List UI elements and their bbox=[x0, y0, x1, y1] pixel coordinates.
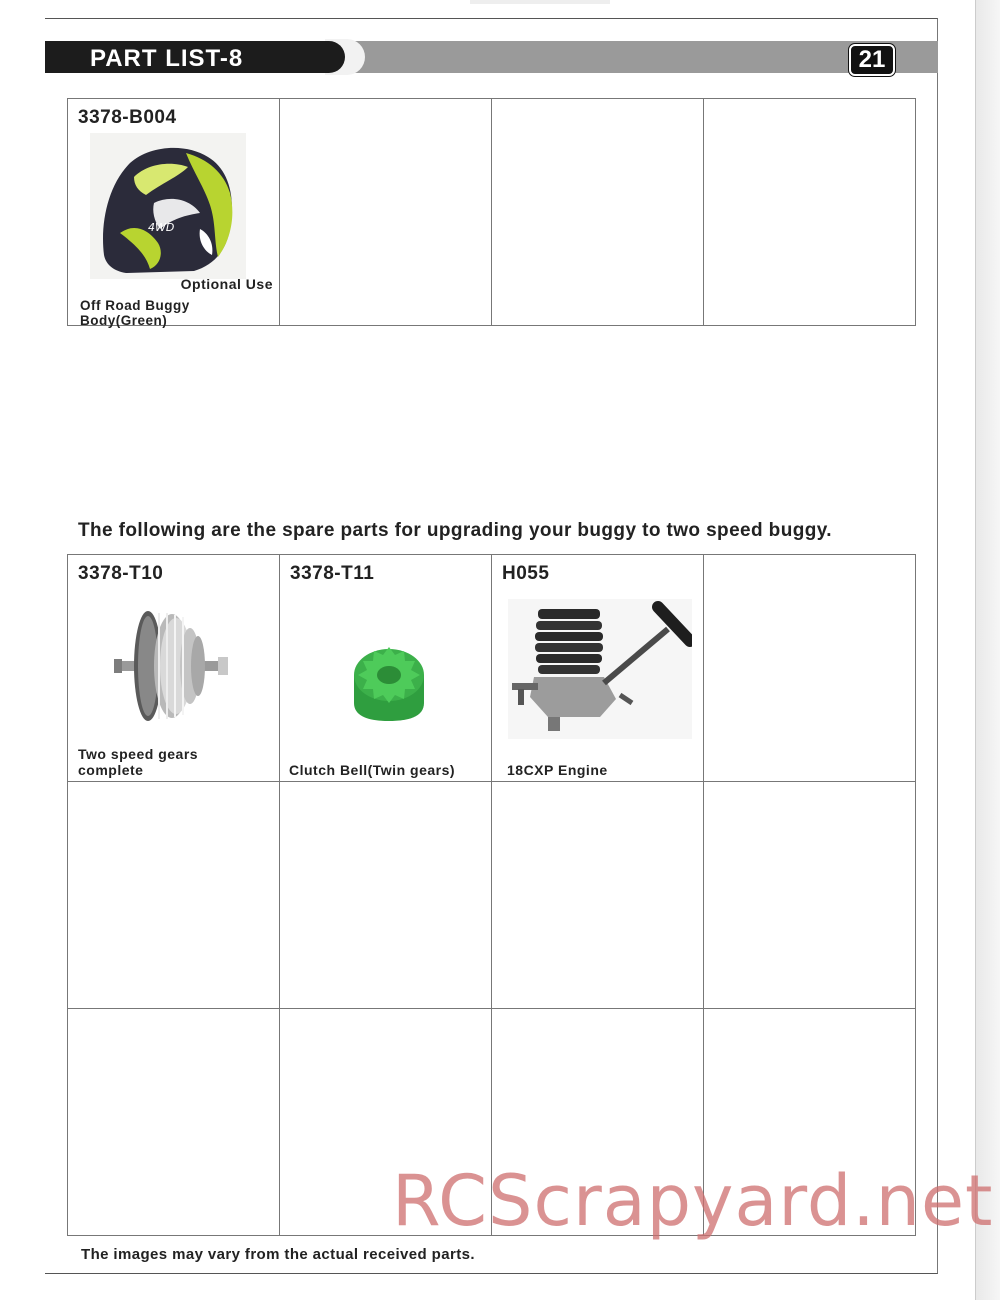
part-description-line: Two speed gears bbox=[78, 746, 199, 762]
part-description-line: complete bbox=[78, 762, 144, 778]
empty-part-cell bbox=[492, 782, 704, 1009]
svg-text:4WD: 4WD bbox=[148, 221, 175, 234]
empty-part-cell bbox=[704, 782, 916, 1009]
clutch-bell-image bbox=[350, 641, 428, 723]
page-number-badge: 21 bbox=[849, 44, 895, 76]
header-bar-gray bbox=[335, 41, 938, 73]
section-intro-text: The following are the spare parts for upgrading your buggy to two speed buggy. bbox=[78, 520, 832, 541]
empty-part-cell bbox=[492, 99, 704, 326]
part-description: 18CXP Engine bbox=[507, 762, 608, 778]
part-code: 3378-B004 bbox=[78, 107, 177, 128]
part-cell-3378-b004 bbox=[68, 99, 280, 326]
empty-part-cell bbox=[280, 782, 492, 1009]
part-code: 3378-T10 bbox=[78, 563, 164, 584]
empty-part-cell bbox=[704, 555, 916, 782]
empty-part-cell bbox=[280, 99, 492, 326]
part-note: Optional Use bbox=[180, 276, 273, 292]
engine-image bbox=[508, 599, 692, 739]
part-code: 3378-T11 bbox=[290, 563, 375, 584]
empty-part-cell bbox=[68, 1009, 280, 1236]
part-description: Clutch Bell(Twin gears) bbox=[289, 762, 456, 778]
two-speed-gears-image bbox=[110, 607, 230, 727]
site-watermark: RCScrapyard.net bbox=[392, 1160, 994, 1242]
page-title: PART LIST-8 bbox=[90, 45, 244, 72]
part-description: Off Road Buggy Body(Green) bbox=[80, 298, 190, 328]
part-description bbox=[78, 746, 198, 778]
disclaimer-footnote: The images may vary from the actual received parts. bbox=[81, 1246, 475, 1263]
empty-part-cell bbox=[68, 782, 280, 1009]
part-cell-3378-t11 bbox=[280, 555, 492, 782]
part-cell-h055 bbox=[492, 555, 704, 782]
page-edge-strip bbox=[975, 0, 1000, 1300]
part-code: H055 bbox=[502, 563, 550, 584]
parts-table-optional bbox=[67, 98, 916, 326]
part-cell-3378-t10 bbox=[68, 555, 280, 782]
parts-table-two-speed bbox=[67, 554, 916, 1236]
empty-part-cell bbox=[704, 99, 916, 326]
top-edge-artifact bbox=[470, 0, 610, 4]
buggy-body-image bbox=[90, 133, 246, 279]
